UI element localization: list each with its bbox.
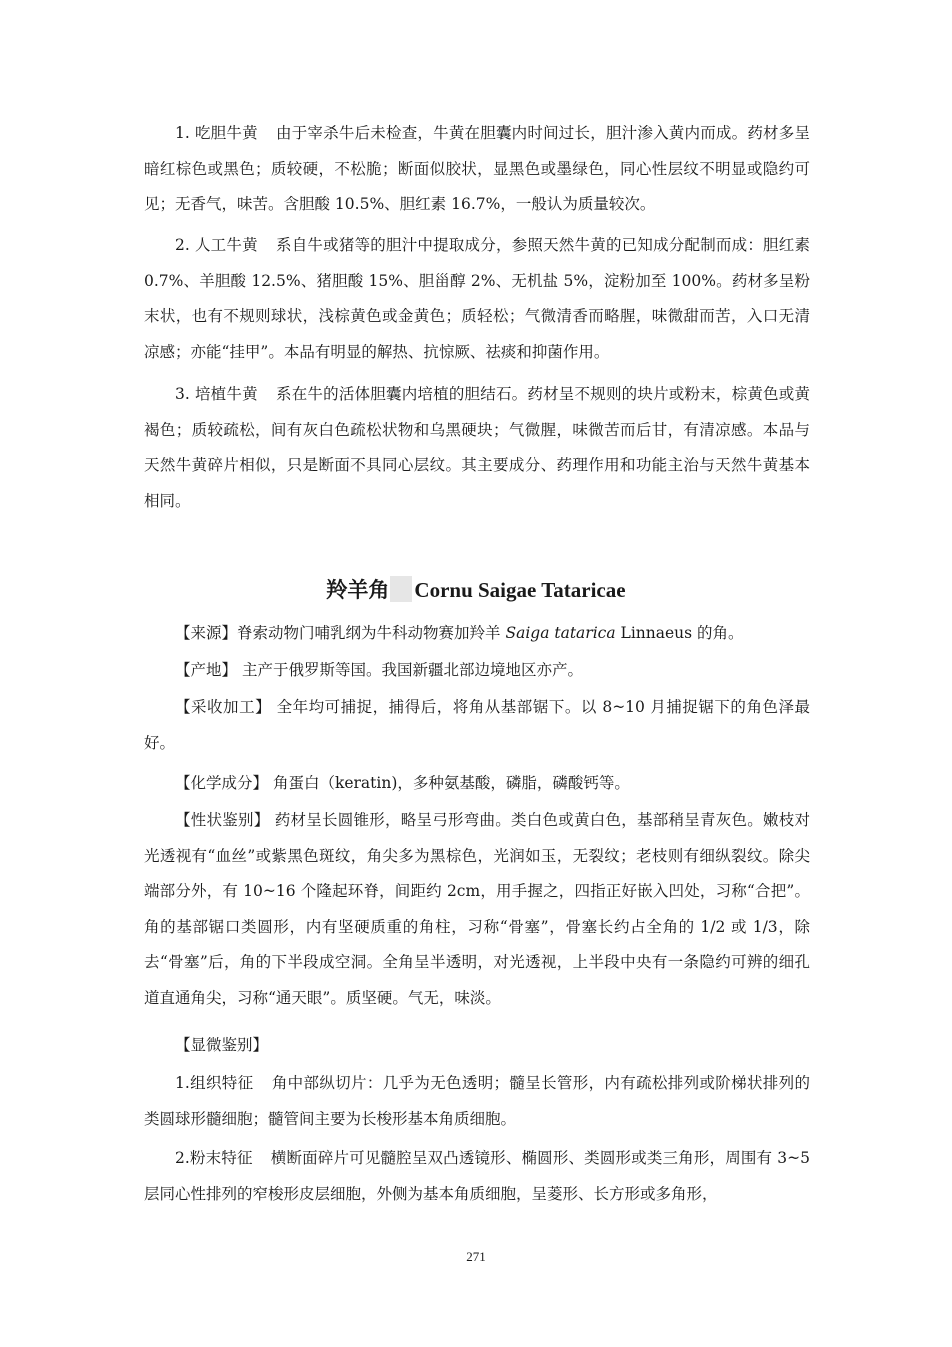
paragraph-tissue-features [144,1066,810,1137]
field-label: 【来源】 [175,624,238,642]
field-label: 【产地】 [175,661,238,679]
paragraph-chemistry [144,766,810,802]
item-term: 1.组织特征 [175,1074,254,1092]
title-latin: Cornu Saigae Tataricae [414,578,626,602]
item-text: 横断面碎片可见髓腔呈双凸透镜形、椭圆形、类圆形或类三角形，周围有 3~5 层同心性排列的窄梭形皮层细胞，外侧为基本角质细胞，呈菱形、长方形或多角形， [144,1149,811,1203]
paragraph-source [144,616,810,652]
item-number: 3. [175,385,190,403]
field-label: 【性状鉴别】 [175,811,270,829]
field-text: 脊索动物门哺乳纲为牛科动物赛加羚羊 [237,624,506,642]
paragraph-gallstone-bovine [144,116,810,223]
page-number: 271 [466,1249,486,1264]
species-name: Saiga tatarica [505,624,616,642]
paragraph-appearance [144,803,810,1016]
paragraph-artificial-bezoar [144,228,810,370]
paragraph-micro-heading [144,1028,810,1064]
field-text: Linnaeus 的角。 [615,624,744,642]
item-term: 2.粉末特征 [175,1149,253,1167]
item-number: 1. [175,124,190,142]
item-number: 2. [175,236,190,254]
item-text: 角中部纵切片：几乎为无色透明；髓呈长管形，内有疏松排列或阶梯状排列的类圆球形髓细胞；髓管间主要为长梭形基本角质细胞。 [144,1074,810,1128]
item-term: 人工牛黄 [194,236,258,254]
field-text: 角蛋白（keratin)，多种氨基酸，磷脂，磷酸钙等。 [272,774,630,792]
field-text: 药材呈长圆锥形，略呈弓形弯曲。类白色或黄白色，基部稍呈青灰色。嫩枝对光透视有“血丝”或紫黑色斑纹，角尖多为黑棕色，光润如玉，无裂纹；老枝则有细纵裂纹。除尖端部分外，有 10~16 个隆起环脊，间距约 2cm，用手握之，四指正好嵌入凹处，习称“合把”。角的基部锯口类圆形，内有坚硬质重的角柱，习称“骨塞”，骨塞长约占全角的 1/2 或 1/3，除去“骨塞”后，角的下半段成空洞。全角呈半透明，对光透视，上半段中央有一条隐约可辨的细孔道直通角尖，习称“通天眼”。质坚硬。气无，味淡。 [144,811,810,1007]
item-term: 培植牛黄 [194,385,258,403]
field-label: 【采收加工】 [175,698,272,716]
paragraph-cultured-bezoar [144,377,810,519]
field-label: 【化学成分】 [175,774,269,792]
paragraph-harvest [144,690,810,761]
item-text: 由于宰杀牛后未检查，牛黄在胆囊内时间过长，胆汁渗入黄内而成。药材多呈暗红棕色或黑色；质较硬，不松脆；断面似胶状，显黑色或墨绿色，同心性层纹不明显或隐约可见；无香气，味苦。含胆酸 10.5%、胆红素 16.7%，一般认为质量较次。 [144,124,810,213]
item-term: 吃胆牛黄 [194,124,258,142]
paragraph-origin [144,653,810,689]
field-text: 主产于俄罗斯等国。我国新疆北部边境地区亦产。 [241,661,583,679]
item-text: 系在牛的活体胆囊内培植的胆结石。药材呈不规则的块片或粉末，棕黄色或黄褐色；质较疏松，间有灰白色疏松状物和乌黑硬块；气微腥，味微苦而后甘，有清凉感。本品与天然牛黄碎片相似，只是断面不具同心层纹。其主要成分、药理作用和功能主治与天然牛黄基本相同。 [144,385,810,510]
title-chinese: 羚羊角 [326,577,390,602]
paragraph-powder-features [144,1141,810,1212]
field-text: 全年均可捕捉，捕得后，将角从基部锯下。以 8~10 月捕捉锯下的角色泽最好。 [144,698,810,752]
title-highlight-mark [390,576,412,602]
item-text: 系自牛或猪等的胆汁中提取成分，参照天然牛黄的已知成分配制而成：胆红素 0.7%、羊胆酸 12.5%、猪胆酸 15%、胆甾醇 2%、无机盐 5%，淀粉加至 100%。药材多呈粉末状，也有不规则球状，浅棕黄色或金黄色；质轻松；气微清香而略腥，味微甜而苦，入口无清凉感；亦能“挂甲”。本品有明显的解热、抗惊厥、祛痰和抑菌作用。 [144,236,810,361]
field-label: 【显微鉴别】 [175,1036,269,1054]
section-title [0,572,952,608]
